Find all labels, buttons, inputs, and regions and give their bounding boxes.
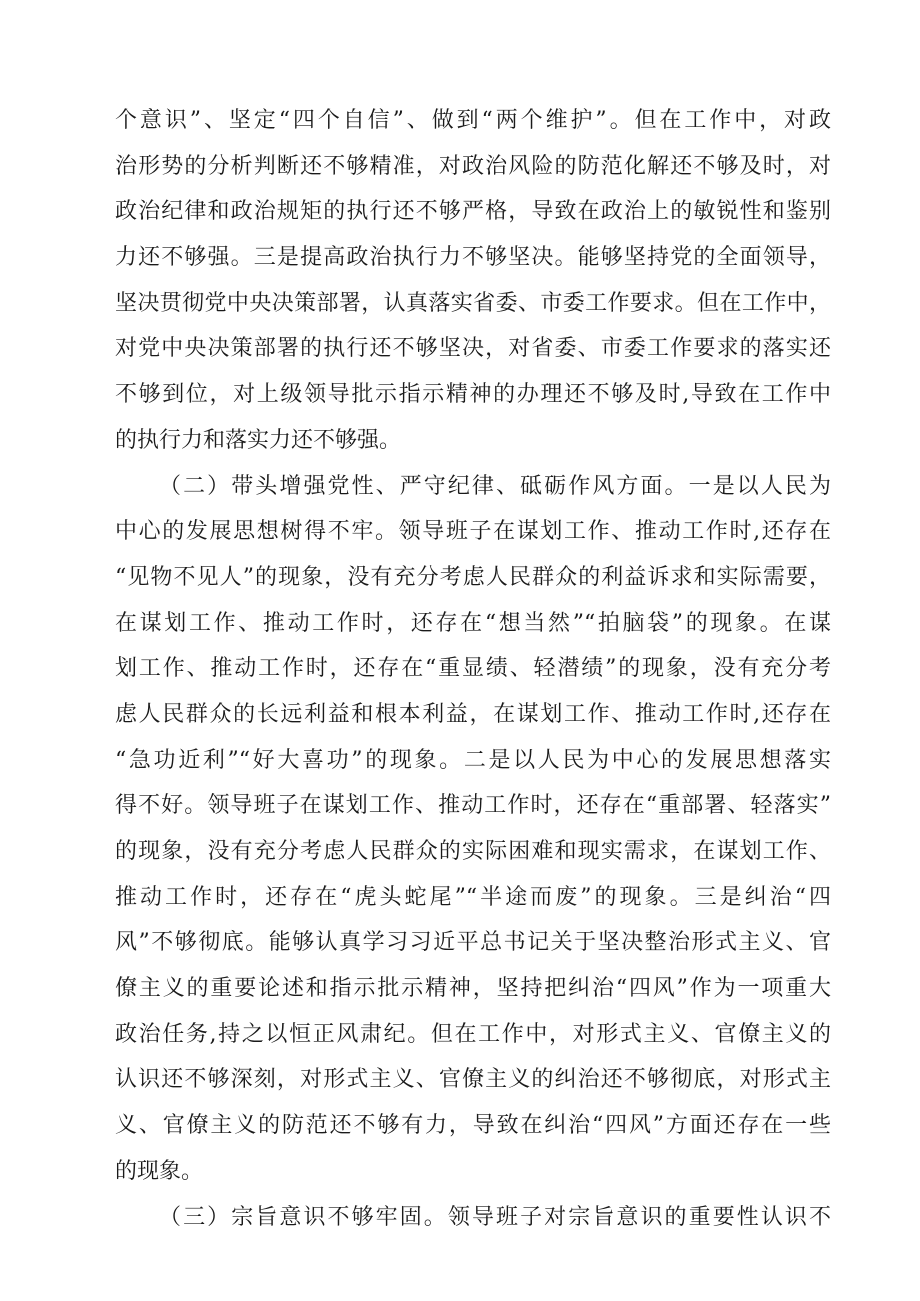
text-line: 中心的发展思想树得不牢。领导班子在谋划工作、推动工作时,还存在 xyxy=(115,519,831,545)
text-line: 虑人民群众的长远利益和根本利益，在谋划工作、推动工作时,还存在 xyxy=(115,701,831,727)
text-line: 治形势的分析判断还不够精准，对政治风险的防范化解还不够及时，对 xyxy=(115,153,831,179)
text-line: （二）带头增强党性、严守纪律、砥砺作风方面。一是以人民为 xyxy=(159,473,831,499)
text-line: 的现象。 xyxy=(115,1158,204,1184)
text-line: 划工作、推动工作时，还存在“重显绩、轻潜绩”的现象，没有充分考 xyxy=(115,656,831,682)
text-line: 认识还不够深刻，对形式主义、官僚主义的纠治还不够彻底，对形式主 xyxy=(115,1067,831,1093)
text-line: 风”不够彻底。能够认真学习习近平总书记关于坚决整治形式主义、官 xyxy=(115,930,831,956)
text-line: 力还不够强。三是提高政治执行力不够坚决。能够坚持党的全面领导， xyxy=(115,245,831,271)
text-line: 政治纪律和政治规矩的执行还不够严格，导致在政治上的敏锐性和鉴别 xyxy=(115,199,831,225)
text-line: 得不好。领导班子在谋划工作、推动工作时，还存在“重部署、轻落实” xyxy=(115,793,831,819)
text-line: 政治任务,持之以恒正风肃纪。但在工作中，对形式主义、官僚主义的 xyxy=(115,1021,831,1047)
text-line: 对党中央决策部署的执行还不够坚决，对省委、市委工作要求的落实还 xyxy=(115,336,831,362)
text-line: 义、官僚主义的防范还不够有力，导致在纠治“四风”方面还存在一些 xyxy=(115,1113,831,1139)
document-body xyxy=(115,98,831,1240)
text-line: 的执行力和落实力还不够强。 xyxy=(115,427,402,453)
text-line: 的现象，没有充分考虑人民群众的实际困难和现实需求，在谋划工作、 xyxy=(115,839,831,864)
text-line: 僚主义的重要论述和指示批示精神，坚持把纠治“四风”作为一项重大 xyxy=(115,976,831,1002)
text-line: 推动工作时，还存在“虎头蛇尾”“半途而废”的现象。三是纠治“四 xyxy=(115,884,831,910)
text-line: （三）宗旨意识不够牢固。领导班子对宗旨意识的重要性认识不 xyxy=(159,1204,831,1230)
text-line: 在谋划工作、推动工作时，还存在“想当然”“拍脑袋”的现象。在谋 xyxy=(115,610,831,636)
text-line: 不够到位，对上级领导批示指示精神的办理还不够及时,导致在工作中 xyxy=(115,382,831,408)
text-line: “急功近利”“好大喜功”的现象。二是以人民为中心的发展思想落实 xyxy=(115,747,831,773)
text-line: 坚决贯彻党中央决策部署，认真落实省委、市委工作要求。但在工作中， xyxy=(115,290,831,316)
text-line: “见物不见人”的现象，没有充分考虑人民群众的利益诉求和实际需要， xyxy=(115,564,831,590)
text-line: 个意识”、坚定“四个自信”、做到“两个维护”。但在工作中，对政 xyxy=(115,108,831,133)
